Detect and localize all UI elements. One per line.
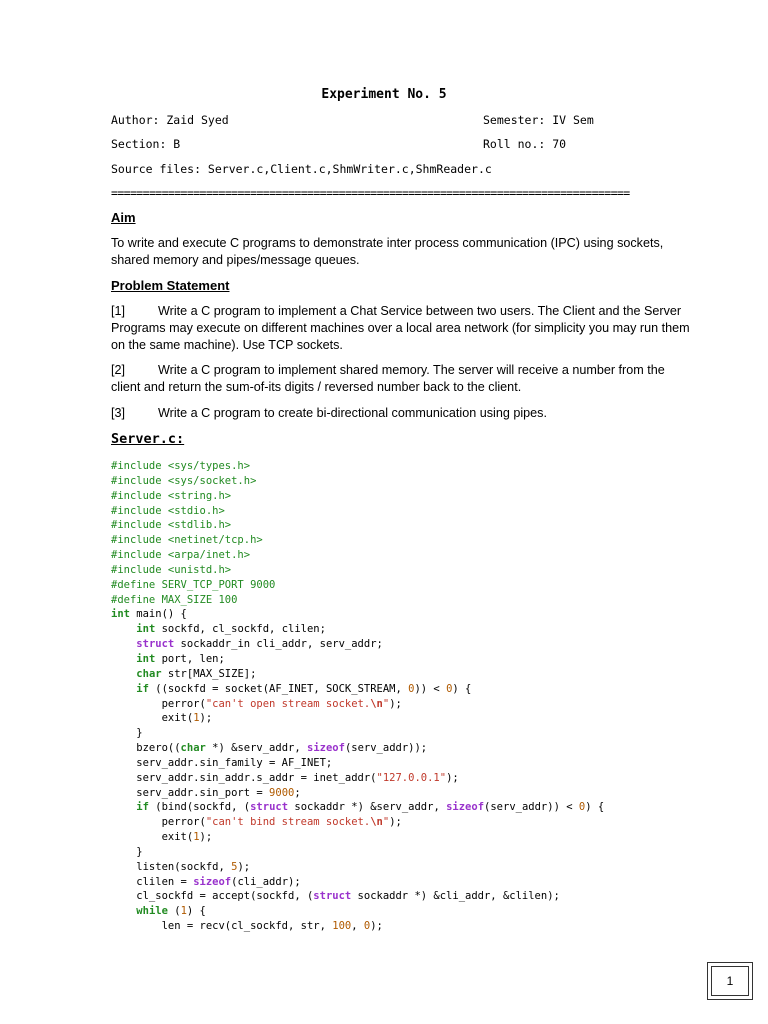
code-line: } [111, 727, 143, 740]
semester-line: Semester: IV Sem [483, 113, 594, 127]
code-line: clilen = sizeof(cli_addr); [111, 875, 301, 888]
roll-line: Roll no.: 70 [483, 137, 567, 151]
code-line: serv_addr.sin_family = AF_INET; [111, 756, 333, 769]
code-line: char str[MAX_SIZE]; [136, 667, 257, 680]
code-line: exit(1); [111, 712, 213, 725]
source-files-line: Source files: Server.c,Client.c,ShmWriter.c,ShmReader.c [111, 162, 492, 176]
code-line: #define SERV_TCP_PORT 9000 [111, 578, 276, 591]
problem-item-number: [1] [111, 304, 126, 318]
problem-item [111, 362, 696, 396]
code-line: int port, len; [136, 652, 225, 665]
code-line: #include <sys/socket.h> [111, 474, 257, 487]
code-line: cl_sockfd = accept(sockfd, (struct sockaddr *) &cli_addr, &clilen); [111, 890, 560, 903]
code-line: #include <stdio.h> [111, 504, 225, 517]
code-line: #include <arpa/inet.h> [111, 549, 251, 562]
code-line: #include <netinet/tcp.h> [111, 534, 263, 547]
page-number-box [707, 962, 753, 1000]
separator-line: ================================================================================== [111, 186, 630, 200]
problem-item-text: Write a C program to implement shared memory. The server will receive a number from the client and return the sum-of-its digits / reversed number back to the client. [111, 363, 665, 394]
problem-item-text: Write a C program to implement a Chat Service between two users. The Client and the Server Programs may execute on different machines over a local area network (for simplicity you may run them on the same machine). Use TCP sockets. [111, 304, 690, 352]
document-title: Experiment No. 5 [321, 87, 447, 102]
code-line: listen(sockfd, 5); [111, 860, 251, 873]
author-line: Author: Zaid Syed [111, 113, 229, 127]
code-line: struct sockaddr_in cli_addr, serv_addr; [136, 638, 383, 651]
code-line: int main() { [111, 608, 187, 621]
code-line: #include <unistd.h> [111, 563, 232, 576]
code-block [111, 459, 604, 934]
code-line: #include <string.h> [111, 489, 232, 502]
code-line: int sockfd, cl_sockfd, clilen; [136, 623, 326, 636]
problem-item [111, 405, 696, 422]
code-line: serv_addr.sin_addr.s_addr = inet_addr("127.0.0.1"); [111, 771, 459, 784]
code-line: #include <stdlib.h> [111, 519, 232, 532]
code-line: exit(1); [111, 831, 213, 844]
page-number: 1 [711, 966, 749, 996]
code-line: #include <sys/types.h> [111, 460, 251, 472]
code-line: serv_addr.sin_port = 9000; [111, 786, 301, 799]
code-section-title: Server.c: [111, 431, 185, 447]
code-line: while (1) { [136, 905, 206, 918]
problem-item-text: Write a C program to create bi-directional communication using pipes. [158, 406, 547, 420]
problem-heading: Problem Statement [111, 278, 230, 293]
code-line: if (bind(sockfd, (struct sockaddr *) &serv_addr, sizeof(serv_addr)) < 0) { [136, 801, 605, 814]
code-line: #define MAX_SIZE 100 [111, 593, 238, 606]
aim-text: To write and execute C programs to demonstrate inter process communication (IPC) using sockets, shared memory and pipes/message queues. [111, 236, 664, 267]
code-line: } [111, 845, 143, 858]
section-line: Section: B [111, 137, 181, 151]
problem-item-number: [3] [111, 406, 126, 420]
code-line: perror("can't bind stream socket.\n"); [111, 816, 402, 829]
code-line: if ((sockfd = socket(AF_INET, SOCK_STREAM, 0)) < 0) { [136, 682, 472, 695]
problem-item [111, 303, 696, 354]
aim-heading: Aim [111, 210, 136, 225]
problem-item-number: [2] [111, 363, 126, 377]
code-line: len = recv(cl_sockfd, str, 100, 0); [111, 920, 383, 933]
code-line: bzero((char *) &serv_addr, sizeof(serv_addr)); [111, 742, 428, 755]
code-line: perror("can't open stream socket.\n"); [111, 697, 402, 710]
